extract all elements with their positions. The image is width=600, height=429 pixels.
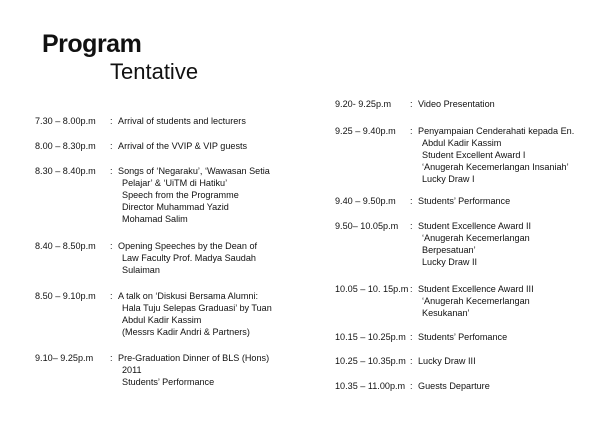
- schedule-separator: :: [110, 116, 113, 126]
- schedule-entry: [335, 220, 531, 268]
- schedule-entry: [335, 331, 507, 343]
- schedule-description: [118, 115, 246, 127]
- schedule-time: 9.25 – 9.40p.m: [335, 126, 396, 136]
- schedule-description: [118, 352, 269, 388]
- schedule-description: [418, 380, 490, 392]
- schedule-description-line: Law Faculty Prof. Madya Saudah: [122, 253, 256, 263]
- schedule-description-line: Students’ Performance: [418, 196, 511, 206]
- schedule-description: [118, 240, 257, 276]
- schedule-description: [418, 283, 534, 319]
- schedule-description-line: Penyampaian Cenderahati kepada En.: [418, 126, 575, 136]
- schedule-description-line: 2011: [122, 365, 142, 375]
- schedule-description-line: ‘Anugerah Kecemerlangan: [422, 233, 530, 243]
- schedule-separator: :: [110, 166, 113, 176]
- schedule-separator: :: [410, 381, 413, 391]
- schedule-time: 8.40 – 8.50p.m: [35, 241, 96, 251]
- schedule-description-line: Arrival of students and lecturers: [118, 116, 246, 126]
- schedule-description: [118, 290, 272, 338]
- schedule-description-line: Students’ Perfomance: [418, 332, 508, 342]
- schedule-entry: [335, 195, 510, 207]
- schedule-separator: :: [410, 221, 413, 231]
- schedule-description-line: Mohamad Salim: [122, 214, 188, 224]
- schedule-entry: [35, 115, 246, 127]
- schedule-separator: :: [410, 284, 413, 294]
- schedule-time: 7.30 – 8.00p.m: [35, 116, 96, 126]
- schedule-entry: [35, 352, 269, 388]
- schedule-description-line: Speech from the Programme: [122, 190, 239, 200]
- schedule-description-line: Berpesatuan’: [422, 245, 476, 255]
- schedule-description-line: ‘Anugerah Kecemerlangan: [422, 296, 530, 306]
- schedule-description-line: Lucky Draw II: [422, 257, 478, 267]
- schedule-separator: :: [110, 353, 113, 363]
- schedule-description-line: Sulaiman: [122, 265, 160, 275]
- schedule-description: [418, 195, 510, 207]
- schedule-entry: [35, 140, 247, 152]
- schedule-separator: :: [410, 356, 413, 366]
- schedule-entry: [335, 283, 534, 319]
- schedule-time: 9.20- 9.25p.m: [335, 99, 392, 109]
- schedule-description-line: Arrival of the VVIP & VIP guests: [118, 141, 248, 151]
- schedule-entry: [335, 125, 574, 185]
- schedule-description: [418, 355, 476, 367]
- schedule-description-line: Students’ Performance: [122, 377, 215, 387]
- schedule-description-line: Kesukanan’: [422, 308, 470, 318]
- title-tentative: Tentative: [110, 59, 199, 84]
- schedule-description-line: Director Muhammad Yazid: [122, 202, 229, 212]
- title-program: Program: [42, 30, 142, 58]
- schedule-entry: [35, 165, 270, 225]
- schedule-separator: :: [110, 241, 113, 251]
- schedule-description-line: Pre-Graduation Dinner of BLS (Hons): [118, 353, 270, 363]
- schedule-description-line: Abdul Kadir Kassim: [422, 138, 502, 148]
- schedule-time: 9.40 – 9.50p.m: [335, 196, 396, 206]
- schedule-entry: [35, 240, 257, 276]
- schedule-time: 8.30 – 8.40p.m: [35, 166, 96, 176]
- schedule-separator: :: [410, 196, 413, 206]
- schedule-entry: [35, 290, 272, 338]
- schedule-separator: :: [110, 141, 113, 151]
- schedule-entry: [335, 380, 490, 392]
- schedule-description-line: ‘Anugerah Kecemerlangan Insaniah’: [422, 162, 569, 172]
- schedule-time: 8.00 – 8.30p.m: [35, 141, 96, 151]
- schedule-description-line: Hala Tuju Selepas Graduasi’ by Tuan: [122, 303, 272, 313]
- schedule-time: 8.50 – 9.10p.m: [35, 291, 96, 301]
- schedule-time: 9.50– 10.05p.m: [335, 221, 399, 231]
- schedule-separator: :: [410, 99, 413, 109]
- schedule-description-line: Lucky Draw III: [418, 356, 476, 366]
- schedule-time: 9.10– 9.25p.m: [35, 353, 94, 363]
- schedule-description: [418, 220, 531, 268]
- schedule-description: [418, 125, 574, 185]
- schedule-time: 10.05 – 10. 15p.m: [335, 284, 409, 294]
- schedule-description-line: Guests Departure: [418, 381, 490, 391]
- schedule-description: [418, 331, 507, 343]
- schedule-description-line: A talk on ‘Diskusi Bersama Alumni:: [118, 291, 258, 301]
- schedule-description-line: Pelajar’ & ‘UiTM di Hatiku’: [122, 178, 228, 188]
- schedule-description-line: Lucky Draw I: [422, 174, 475, 184]
- schedule-entry: [335, 355, 476, 367]
- schedule-separator: :: [410, 332, 413, 342]
- schedule-separator: :: [410, 126, 413, 136]
- schedule-time: 10.35 – 11.00p.m: [335, 381, 406, 391]
- schedule-separator: :: [110, 291, 113, 301]
- schedule-description-line: Student Excellence Award II: [418, 221, 532, 231]
- schedule-description-line: Songs of ‘Negaraku’, ‘Wawasan Setia: [118, 166, 270, 176]
- schedule-description-line: Opening Speeches by the Dean of: [118, 241, 258, 251]
- schedule-entry: [335, 98, 495, 110]
- schedule-description-line: Abdul Kadir Kassim: [122, 315, 202, 325]
- schedule-description-line: Student Excellent Award I: [422, 150, 526, 160]
- schedule-description-line: (Messrs Kadir Andri & Partners): [122, 327, 250, 337]
- schedule-description: [418, 98, 495, 110]
- schedule-description: [118, 165, 270, 225]
- schedule-time: 10.15 – 10.25p.m: [335, 332, 406, 342]
- schedule-description-line: Student Excellence Award III: [418, 284, 534, 294]
- schedule-description: [118, 140, 247, 152]
- schedule-time: 10.25 – 10.35p.m: [335, 356, 406, 366]
- schedule-description-line: Video Presentation: [418, 99, 495, 109]
